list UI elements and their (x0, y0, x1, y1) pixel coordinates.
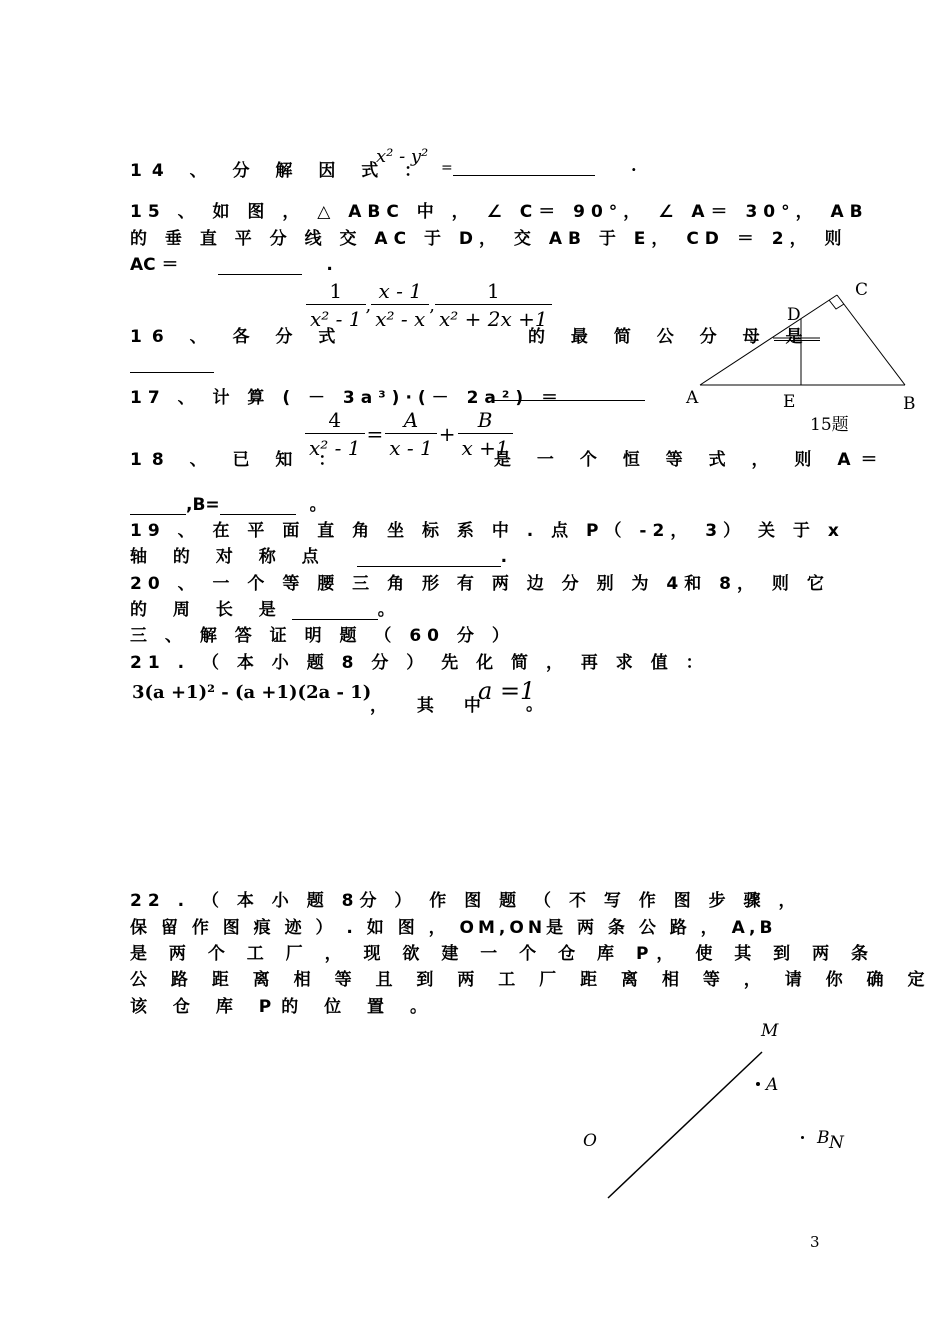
q16-frac1-num: 1 (329, 279, 343, 303)
q18-frac-left (305, 408, 365, 460)
q14-equals: = (441, 160, 453, 176)
q22-line5: 该 仓 库 P的 位 置 。 (130, 997, 437, 1017)
q17-answer-blank (494, 384, 645, 401)
q18-fractions: $\frac{4}{\text{x² - 1}}$ = $\frac{A}{x - 1}$ + $\frac{B}{x +1}$ (305, 408, 513, 460)
q18-frac-a-den: x - 1 (385, 433, 436, 460)
page-number: 3 (810, 1233, 820, 1251)
q18-frac-left-den: x² - 1 (305, 433, 365, 460)
fig22-label-o: O (583, 1131, 597, 1151)
factory-a-point (756, 1082, 760, 1086)
q17-label: 17 、 计 算 ( － 3a³)·(－ 2a²) ＝ (130, 388, 565, 408)
q18-frac-b-num: B (477, 408, 493, 432)
q15-end: . (326, 255, 333, 275)
fig15-label-c: C (855, 280, 869, 300)
q20-answer-blank (292, 603, 378, 620)
q18-line2 (130, 490, 815, 515)
road-om (608, 1052, 762, 1198)
q16-frac2-den: x² - x (371, 304, 429, 331)
q18-blank-a (130, 498, 186, 515)
q14-end: . (631, 156, 637, 175)
q18-frac-a-num: A (403, 408, 419, 432)
q16-frac1 (306, 279, 366, 331)
q16-label: 16 、 各 分 式 (130, 327, 346, 347)
q15-ac-label: AC ＝ (130, 255, 179, 275)
q16-blank-a (774, 324, 820, 341)
q18-frac-a (385, 408, 436, 460)
q18-tail: 是 一 个 恒 等 式 ， 则 A＝ (494, 450, 888, 470)
q21-mid: ， 其 中 (370, 696, 493, 716)
q21-end: 。 (526, 695, 543, 715)
q19-end: . (500, 547, 508, 567)
q18-b-label: ,B= (186, 495, 220, 515)
fig15-label-b: B (903, 394, 916, 414)
q16-frac2 (371, 279, 429, 331)
q16-blank-b (130, 356, 214, 373)
q18-label: 18 、 已 知 ： (130, 450, 346, 470)
q14-answer-blank (453, 159, 595, 176)
q22-line2: 保 留 作 图 痕 迹 ） . 如 图 ， OM,ON是 两 条 公 路 ， A,B (130, 918, 777, 938)
q18-blank-b (220, 498, 296, 515)
fig15-label-a: A (686, 388, 699, 408)
figure-22-roads (600, 1040, 780, 1205)
q22-line3: 是 两 个 工 厂 ， 现 欲 建 一 个 仓 库 P， 使 其 到 两 条 (130, 944, 876, 964)
section-3-heading: 三 、 解 答 证 明 题 （ 60 分 ） (130, 626, 515, 646)
q20-label: 的 周 长 是 (130, 600, 286, 620)
q15-line2: 的 垂 直 平 分 线 交 AC 于 D， 交 AB 于 E， CD ＝ 2， 则 (130, 229, 848, 249)
q14-expression: x² - y² (376, 146, 429, 167)
figure-15-triangle (680, 275, 930, 435)
q19-label: 轴 的 对 称 点 (130, 547, 329, 567)
q21-condition: a =1 (478, 677, 536, 705)
q15-line3 (130, 250, 815, 275)
q16-frac1-den: x² - 1 (306, 304, 366, 331)
q21-expression: 3(a +1)² - (a +1)(2a - 1) (132, 682, 372, 703)
q22-line4: 公 路 距 离 相 等 且 到 两 工 厂 距 离 相 等 ， 请 你 确 定 (130, 970, 934, 990)
segment-cb (837, 295, 905, 385)
q18-end: 。 (309, 495, 327, 515)
q16-tail: 的 最 简 公 分 母 是 (528, 327, 813, 347)
q19-line2 (130, 542, 815, 567)
q19-line1: 19 、 在 平 面 直 角 坐 标 系 中 . 点 P（ -2， 3） 关 于 x (130, 521, 845, 541)
q15-line1: 15 、 如 图 ， △ ABC 中 ， ∠ C＝ 90°， ∠ A＝ 30°， AB (130, 202, 869, 222)
fig22-label-b: B (817, 1128, 830, 1148)
q21-line1: 21 . （ 本 小 题 8 分 ） 先 化 简 ， 再 求 值 ： (130, 653, 709, 673)
q16-frac2-num: x - 1 (378, 279, 422, 303)
q20-line1: 20 、 一 个 等 腰 三 角 形 有 两 边 分 别 为 4和 8， 则 它 (130, 574, 830, 594)
fig15-label-d: D (787, 305, 801, 325)
factory-b-dot (801, 1136, 804, 1139)
q19-answer-blank (357, 550, 501, 567)
q20-line2 (130, 595, 815, 620)
fig22-label-n: N (829, 1133, 844, 1153)
fig15-label-e: E (783, 392, 796, 412)
q16-frac3-num: 1 (486, 279, 500, 303)
fig15-caption: 15题 (810, 415, 849, 435)
q20-end: 。 (377, 600, 395, 620)
q15-answer-blank (218, 258, 302, 275)
q16-fractions: $\frac{1}{\text{x² - 1}}$ , $\frac{x - 1}{\text{x² - x}}$ , $\frac{1}{\text{x² + 2x +1}}$ (306, 279, 552, 331)
q14-label: 14 、 分 解 因 式 ： (130, 161, 432, 181)
q16-frac3-den: x² + 2x +1 (435, 304, 552, 331)
q22-line1: 22 . （ 本 小 题 8分 ） 作 图 题 （ 不 写 作 图 步 骤 ， (130, 891, 802, 911)
q18-frac-left-num: 4 (328, 408, 342, 432)
q18-frac-b-den: x +1 (458, 433, 513, 460)
fig22-label-m: M (761, 1021, 779, 1041)
fig22-label-a: A (766, 1075, 779, 1095)
